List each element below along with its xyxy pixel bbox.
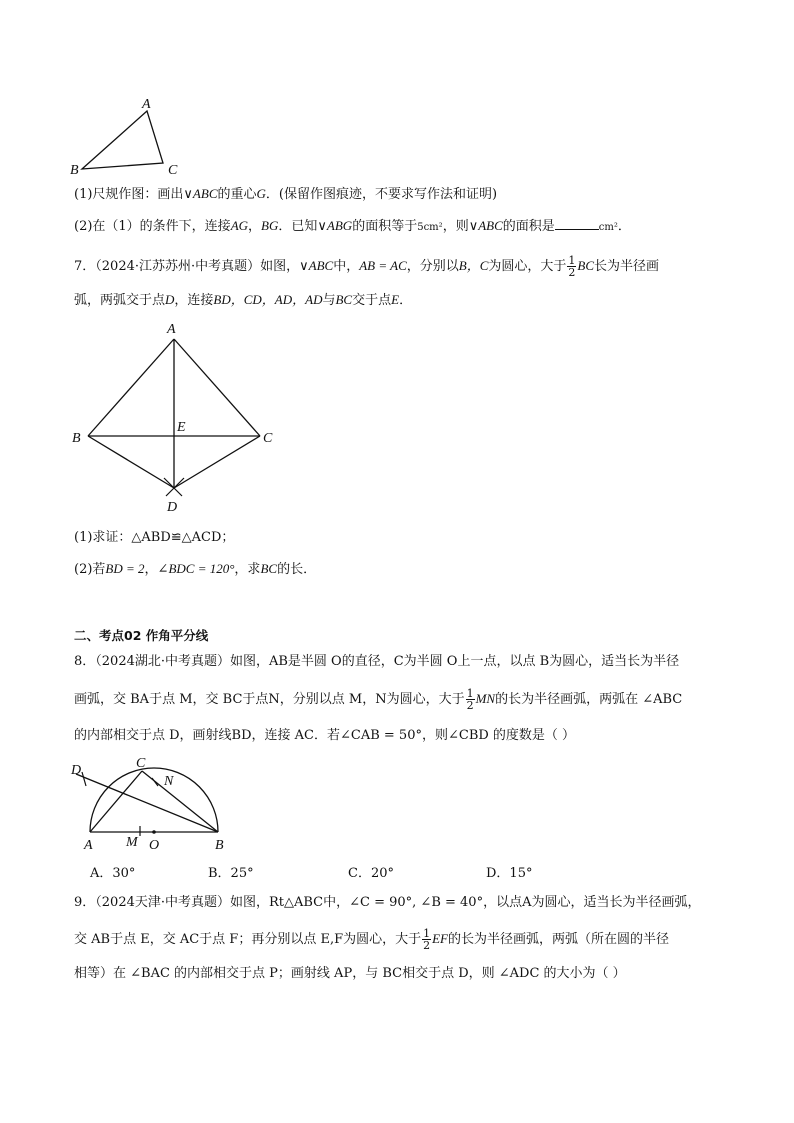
segment-ab <box>88 339 174 436</box>
q6-part2-ag: AG <box>230 218 249 233</box>
q8-fraction <box>466 688 475 711</box>
q8-line3: 的内部相交于点 D，画射线BD，连接 AC．若∠CAB = 50°，则∠CBD 的度数是（ ） <box>74 728 576 743</box>
q6-part2-abc: ∨ABC <box>468 218 503 233</box>
q8-frac-den: 2 <box>466 699 474 712</box>
q7-line1-text-a: 7．（2024·江苏苏州·中考真题）如图， <box>74 259 300 274</box>
q7-fraction <box>567 255 576 278</box>
q9-ef: EF <box>432 931 448 946</box>
segment-ac <box>174 339 260 436</box>
q7-part2-angle: ∠BDC = 120° <box>157 561 235 576</box>
q7-line1 <box>74 253 659 280</box>
q6-part1-g: G <box>256 186 266 201</box>
label-b: B <box>215 838 224 853</box>
q7-line2-text-b: ，连接 <box>174 293 214 308</box>
label-a: A <box>167 322 176 337</box>
q7-part2-text-b: ， <box>144 562 158 577</box>
q6-part1-triangle: ∨ABC <box>183 186 218 201</box>
label-c: C <box>136 756 146 771</box>
q7-part2-text-a: (2)若 <box>74 562 106 577</box>
answer-blank[interactable] <box>555 217 599 230</box>
label-e: E <box>177 420 186 435</box>
q8-frac-num: 1 <box>466 687 474 700</box>
label-n: N <box>164 774 174 789</box>
q7-frac-den: 2 <box>568 266 576 279</box>
q7-line2 <box>74 290 412 311</box>
q8-line2 <box>74 686 682 713</box>
q7-part2 <box>74 559 316 580</box>
q7-point-d: D <box>165 292 175 307</box>
q9-fraction <box>422 928 431 951</box>
q6-part2-sep: ， <box>248 219 262 234</box>
q6-part2-end: ． <box>617 219 631 234</box>
triangle-abc-shape <box>82 111 163 169</box>
arc-mark-d <box>82 772 86 786</box>
arc-mark-n <box>152 778 158 786</box>
q6-part1-text-a: (1)尺规作图：画出 <box>74 187 184 202</box>
q7-part2-text-c: ，求 <box>234 562 261 577</box>
label-d: D <box>167 500 178 515</box>
q9-line3: 相等）在 ∠BAC 的内部相交于点 P；画射线 AP，与 BC相交于点 D，则 ∠ADC 的大小为（ ） <box>74 966 626 981</box>
q9-frac-den: 2 <box>423 939 431 952</box>
q7-line1-text-d: 为圆心，大于 <box>488 259 567 274</box>
q7-bc: BC <box>577 258 595 273</box>
q7-line2-end: ． <box>399 293 413 308</box>
q7-frac-num: 1 <box>568 254 576 267</box>
kite-abcd-figure <box>60 318 290 518</box>
q7-line2-text-a: 弧，两弧交于点 <box>74 293 166 308</box>
q6-part2-unit: cm² <box>598 222 618 233</box>
option-d[interactable]: D．15° <box>486 866 533 881</box>
q9-line2-text-a: 交 AB于点 E，交 AC于点 F；再分别以点 E,F为圆心，大于 <box>74 932 422 947</box>
label-o: O <box>149 838 160 853</box>
q7-part2-bd: BD = 2 <box>105 561 145 576</box>
segment-cd <box>174 436 260 488</box>
label-a: A <box>142 97 151 112</box>
q8-line2-text-a: 画弧，交 BA于点 M，交 BC于点N，分别以点 M，N为圆心，大于 <box>74 692 465 707</box>
q7-line1-text-c: ，分别以 <box>406 259 459 274</box>
q8-line1: 8．（2024湖北·中考真题）如图，AB是半圆 O的直径，C为半圆 O上一点，以点 B为圆心，适当长为半径 <box>74 654 680 669</box>
q7-part2-bc: BC <box>260 561 278 576</box>
q9-frac-num: 1 <box>423 927 431 940</box>
q7-segment-list: BD，CD，AD，AD <box>213 292 323 307</box>
q9-line2-text-b: 的长为半径画弧，两弧（所在圆的半径 <box>447 932 669 947</box>
q6-part2-abg: ∨ABG <box>317 218 353 233</box>
q7-line1-text-e: 长为半径画 <box>594 259 660 274</box>
q6-part2-area: 5cm² <box>417 222 443 233</box>
q7-point-e: E <box>391 292 400 307</box>
label-m: M <box>126 835 138 850</box>
q6-part2-bg: BG <box>261 218 279 233</box>
q6-part2-text-e: 的面积是 <box>502 219 555 234</box>
q9-line1: 9．（2024天津·中考真题）如图，Rt△ABC中，∠C = 90°, ∠B = 40°，以点A为圆心，适当长为半径画弧， <box>74 895 701 910</box>
q6-part2-text-d: ，则 <box>442 219 469 234</box>
label-b: B <box>70 163 79 178</box>
q7-part2-text-d: 的长． <box>277 562 317 577</box>
q8-line2-text-b: 的长为半径画弧，两弧在 ∠ABC <box>495 692 683 707</box>
q6-part1 <box>74 184 497 205</box>
q7-centers: B，C <box>458 258 489 273</box>
label-a: A <box>84 838 93 853</box>
q6-part2-text-c: 的面积等于 <box>352 219 418 234</box>
semicircle-figure <box>62 752 242 854</box>
q7-line2-bc: BC <box>335 292 353 307</box>
label-c: C <box>168 163 178 178</box>
q7-ab-eq-ac: AB = AC <box>359 258 407 273</box>
label-d: D <box>71 763 82 778</box>
q7-line1-text-b: 中， <box>333 259 360 274</box>
option-c[interactable]: C．20° <box>348 866 394 881</box>
q7-triangle: ∨ABC <box>299 258 334 273</box>
q6-part2 <box>74 216 631 238</box>
q6-part2-text-a: (2)在（1）的条件下，连接 <box>74 219 231 234</box>
q7-line2-text-d: 交于点 <box>352 293 392 308</box>
semicircle-arc <box>90 768 218 832</box>
q6-part1-text-c: ．(保留作图痕迹，不要求写作法和证明) <box>265 187 498 202</box>
label-b: B <box>72 431 81 446</box>
triangle-abc-figure <box>60 95 200 180</box>
option-b[interactable]: B．25° <box>208 866 254 881</box>
q6-part1-text-b: 的重心 <box>217 187 257 202</box>
q9-line2 <box>74 926 669 953</box>
q8-mn: MN <box>475 691 496 706</box>
section-heading: 二、考点02 作角平分线 <box>74 628 209 643</box>
segment-bd <box>88 436 174 488</box>
q7-part1: (1)求证：△ABD≌△ACD； <box>74 530 235 545</box>
q6-part2-text-b: ．已知 <box>278 219 318 234</box>
q7-line2-text-c: 与 <box>322 293 336 308</box>
option-a[interactable]: A．30° <box>90 866 136 881</box>
label-c: C <box>263 431 273 446</box>
center-o <box>152 830 156 834</box>
